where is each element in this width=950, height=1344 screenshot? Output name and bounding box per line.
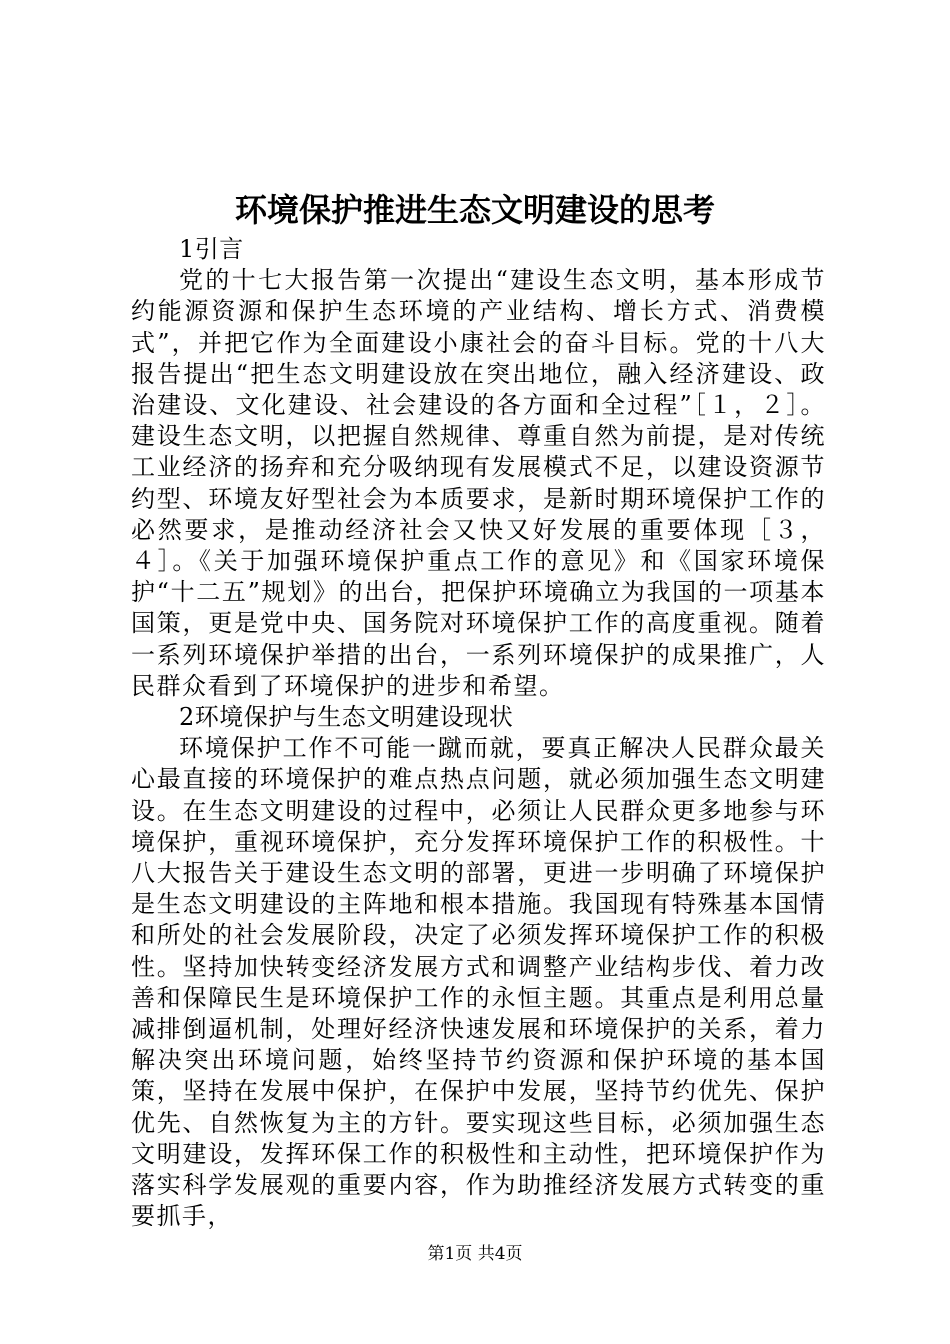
paragraph: 环境保护工作不可能一蹴而就，要真正解决人民群众最关心最直接的环境保护的难点热点问题，就必须加强生态文明建设。在生态文明建设的过程中，必须让人民群众更多地参与环境保护，重视环境保护，充分发挥环境保护工作的积极性。十八大报告关于建设生态文明的部署，更进一步明确了环境保护是生态文明建设的主阵地和根本措施。我国现有特殊基本国情和所处的社会发展阶段，决定了必须发挥环境保护工作的积极性。坚持加快转变经济发展方式和调整产业结构步伐、着力改善和保障民生是环境保护工作的永恒主题。其重点是利用总量减排倒逼机制，处理好经济快速发展和环境保护的关系，着力解决突出环境问题，始终坚持节约资源和保护环境的基本国策，坚持在发展中保护，在保护中发展，坚持节约优先、保护优先、自然恢复为主的方针。要实现这些目标，必须加强生态文明建设，发挥环保工作的积极性和主动性，把环境保护作为落实科学发展观的重要内容，作为助推经济发展方式转变的重要抓手， xyxy=(131,734,826,1231)
paragraph: 党的十七大报告第一次提出“建设生态文明，基本形成节约能源资源和保护生态环境的产业结构、增长方式、消费模式”，并把它作为全面建设小康社会的奋斗目标。党的十八大报告提出“把生态文明建设放在突出地位，融入经济建设、政治建设、文化建设、社会建设的各方面和全过程”［１，２］。建设生态文明，以把握自然规律、尊重自然为前提，是对传统工业经济的扬弃和充分吸纳现有发展模式不足，以建设资源节约型、环境友好型社会为本质要求，是新时期环境保护工作的必然要求，是推动经济社会又快又好发展的重要体现［３，４］。《关于加强环境保护重点工作的意见》和《国家环境保护“十二五”规划》的出台，把保护环境确立为我国的一项基本国策，更是党中央、国务院对环境保护工作的高度重视。随着一系列环境保护举措的出台，一系列环境保护的成果推广，人民群众看到了环境保护的进步和希望。 xyxy=(131,266,826,700)
section-heading-introduction: 1引言 xyxy=(179,235,244,263)
document-body xyxy=(131,234,826,1233)
page-footer: 第1页 共4页 xyxy=(427,1244,523,1264)
document-title: 环境保护推进生态文明建设的思考 xyxy=(234,191,715,229)
section-heading-status: 2环境保护与生态文明建设现状 xyxy=(179,703,514,732)
